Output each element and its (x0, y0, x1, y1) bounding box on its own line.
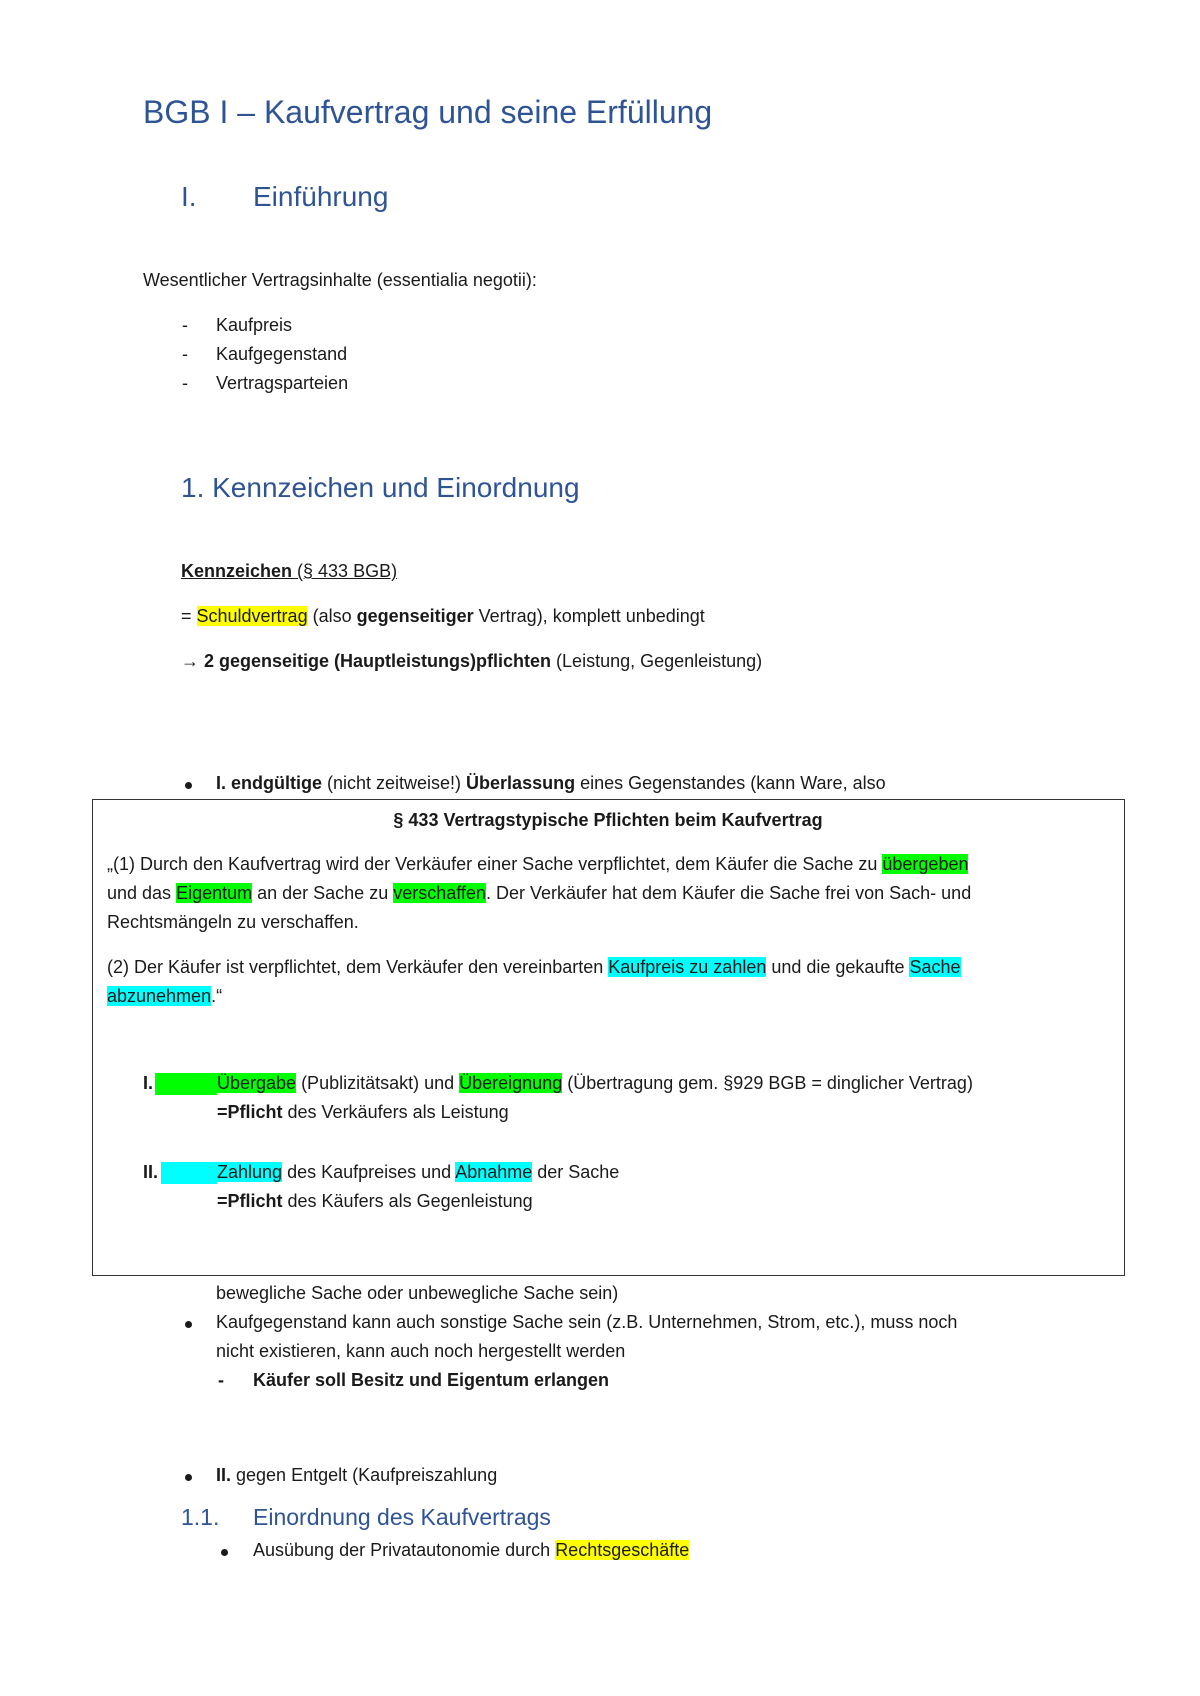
document-title: BGB I – Kaufvertrag und seine Erfüllung (143, 94, 713, 130)
box-item-ii-line-2: =Pflicht des Käufers als Gegenleistung (217, 1191, 533, 1211)
box-p2-line-2: abzunehmen.“ (107, 986, 223, 1006)
bullet-kaufgegenstand-line-1: Kaufgegenstand kann auch sonstige Sache sein (z.B. Unternehmen, Strom, etc.), muss noch (216, 1312, 958, 1332)
section-number: I. (181, 181, 197, 212)
highlight-marker (155, 1073, 217, 1095)
bullet-icon (185, 1474, 192, 1481)
list-dash: - (182, 373, 188, 393)
box-p2-line-1: (2) Der Käufer ist verpflichtet, dem Verkäufer den vereinbarten Kaufpreis zu zahlen und die gekaufte Sache (107, 957, 961, 977)
box-item-i-number: I. (143, 1073, 154, 1093)
heading-kennzeichen: 1. Kennzeichen und Einordnung (181, 472, 580, 503)
bullet-i-line-2: bewegliche Sache oder unbewegliche Sache sein) (216, 1283, 619, 1303)
einordnung-item: Ausübung der Privatautonomie durch Rechtsgeschäfte (253, 1540, 690, 1560)
sub-list-dash: - (218, 1370, 224, 1390)
list-item: Kaufgegenstand (216, 344, 348, 364)
highlight-marker (161, 1162, 217, 1184)
intro-text: Wesentlicher Vertragsinhalte (essentialia negotii): (143, 270, 537, 290)
bullet-kaufgegenstand-line-2: nicht existieren, kann auch noch hergestellt werden (216, 1341, 626, 1361)
box-item-i-line-2: =Pflicht des Verkäufers als Leistung (217, 1102, 509, 1122)
sub-list-item: Käufer soll Besitz und Eigentum erlangen (253, 1370, 610, 1390)
list-dash: - (182, 344, 188, 364)
box-p1-line-2: und das Eigentum an der Sache zu verschaffen. Der Verkäufer hat dem Käufer die Sache frei von Sach- und (107, 883, 972, 903)
bullet-icon (185, 782, 192, 789)
bullet-icon (185, 1321, 192, 1328)
box-item-ii-number: II. (143, 1162, 159, 1182)
kennzeichen-line-2: → 2 gegenseitige (Hauptleistungs)pflichten (Leistung, Gegenleistung) (181, 651, 763, 671)
kennzeichen-label: Kennzeichen (§ 433 BGB) (181, 561, 398, 581)
kennzeichen-line-1: = Schuldvertrag (also gegenseitiger Vertrag), komplett unbedingt (181, 606, 705, 626)
bullet-i-line-1: I. endgültige (nicht zeitweise!) Überlassung eines Gegenstandes (kann Ware, also (216, 773, 886, 793)
box-heading: § 433 Vertragstypische Pflichten beim Kaufvertrag (393, 810, 823, 830)
list-item: Vertragsparteien (216, 373, 349, 393)
bullet-icon (221, 1549, 228, 1556)
heading-einordnung-title: Einordnung des Kaufvertrags (253, 1504, 551, 1530)
heading-einordnung-number: 1.1. (181, 1504, 220, 1530)
bullet-ii: II. gegen Entgelt (Kaufpreiszahlung (216, 1465, 498, 1485)
box-p1-line-1: „(1) Durch den Kaufvertrag wird der Verkäufer einer Sache verpflichtet, dem Käufer die Sache zu übergeben (107, 854, 969, 874)
box-p1-line-3: Rechtsmängeln zu verschaffen. (107, 912, 359, 932)
list-dash: - (182, 315, 188, 335)
box-item-ii-line-1: Zahlung des Kaufpreises und Abnahme der Sache (217, 1162, 620, 1182)
paragraph-433-box (92, 799, 1125, 1276)
list-item: Kaufpreis (216, 315, 293, 335)
arrow-icon: → (181, 651, 199, 671)
section-title: Einführung (253, 181, 389, 212)
box-item-i-line-1: Übergabe (Publizitätsakt) und Übereignung (Übertragung gem. §929 BGB = dinglicher Vertrag) (217, 1073, 973, 1093)
